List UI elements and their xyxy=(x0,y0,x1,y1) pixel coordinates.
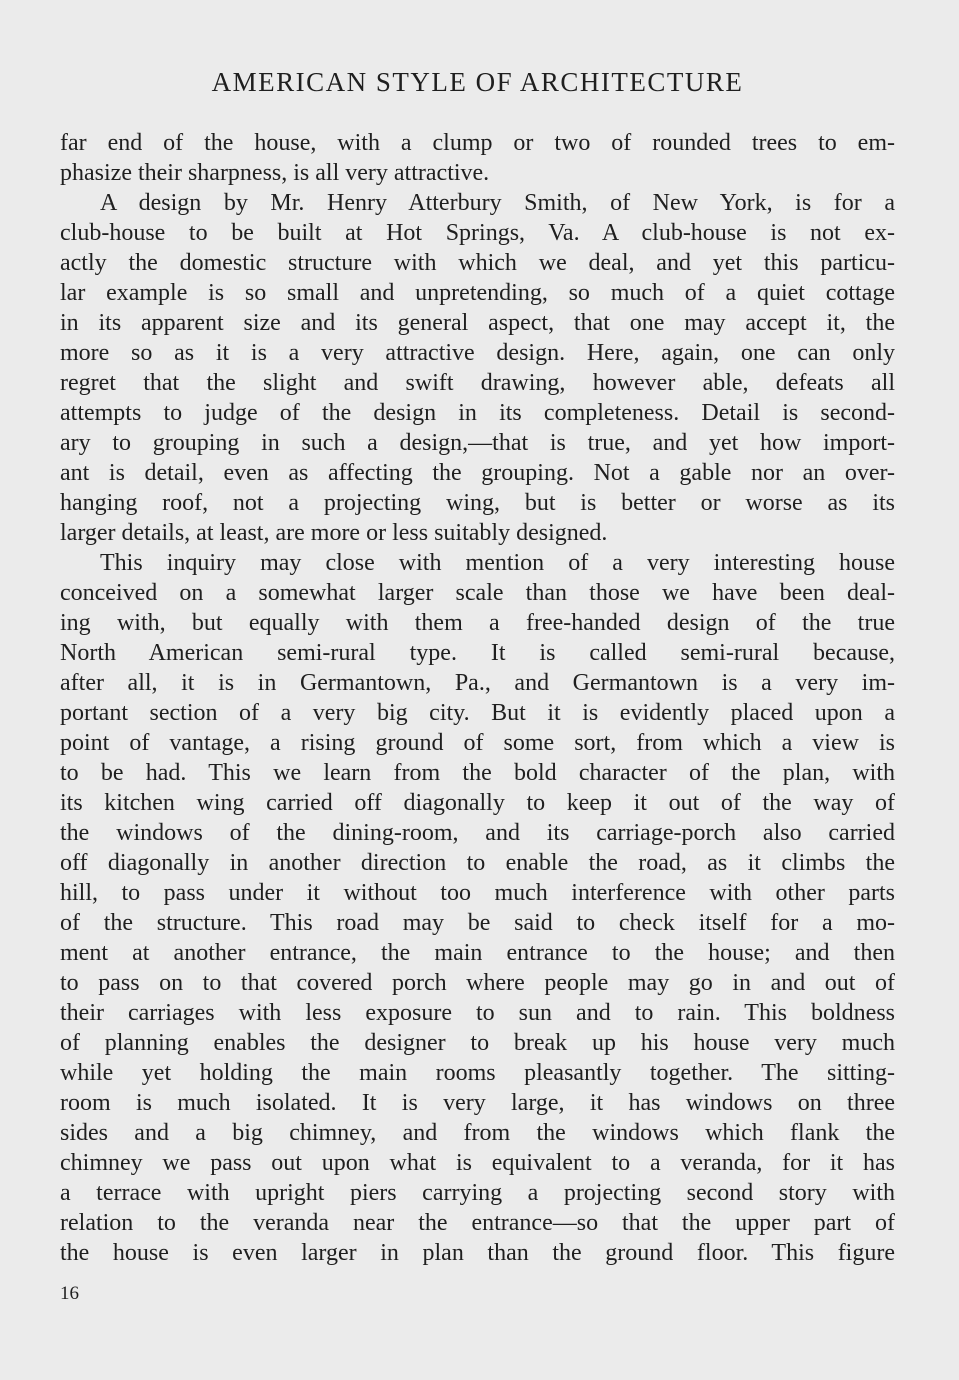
text-line: regret that the slight and swift drawing, however able, defeats all xyxy=(60,370,895,396)
running-head: AMERICAN STYLE OF ARCHITECTURE xyxy=(211,67,744,97)
text-line: after all, it is in Germantown, Pa., and Germantown is a very im- xyxy=(60,670,895,696)
text-line: hanging roof, not a projecting wing, but is better or worse as its xyxy=(60,490,895,516)
text-line: relation to the veranda near the entrance—so that the upper part of xyxy=(60,1210,895,1236)
text-line: to be had. This we learn from the bold character of the plan, with xyxy=(60,760,895,786)
text-line: conceived on a somewhat larger scale than those we have been deal- xyxy=(60,580,895,606)
text-line: their carriages with less exposure to sun and to rain. This boldness xyxy=(60,1000,895,1026)
text-line: phasize their sharpness, is all very attractive. xyxy=(60,160,490,186)
text-line: to pass on to that covered porch where people may go in and out of xyxy=(60,970,895,996)
body-text xyxy=(60,128,895,1268)
text-line: This inquiry may close with mention of a very interesting house xyxy=(100,550,895,576)
text-line: room is much isolated. It is very large, it has windows on three xyxy=(60,1090,895,1116)
text-line: of the structure. This road may be said to check itself for a mo- xyxy=(60,910,895,936)
text-line: A design by Mr. Henry Atterbury Smith, of New York, is for a xyxy=(100,190,895,216)
text-line: point of vantage, a rising ground of some sort, from which a view is xyxy=(60,730,895,756)
text-line: ant is detail, even as affecting the grouping. Not a gable nor an over- xyxy=(60,460,895,486)
text-line: chimney we pass out upon what is equivalent to a veranda, for it has xyxy=(60,1150,895,1176)
text-line: ing with, but equally with them a free-handed design of the true xyxy=(60,610,895,636)
text-line: a terrace with upright piers carrying a projecting second story with xyxy=(60,1180,895,1206)
text-line: hill, to pass under it without too much interference with other parts xyxy=(60,880,895,906)
text-line: off diagonally in another direction to enable the road, as it climbs the xyxy=(60,850,895,876)
text-line: attempts to judge of the design in its completeness. Detail is second- xyxy=(60,400,895,426)
text-line: its kitchen wing carried off diagonally to keep it out of the way of xyxy=(60,790,895,816)
page-number: 16 xyxy=(60,1283,79,1304)
text-line: portant section of a very big city. But it is evidently placed upon a xyxy=(60,700,895,726)
text-line: ary to grouping in such a design,—that is true, and yet how import- xyxy=(60,430,895,456)
text-line: larger details, at least, are more or less suitably designed. xyxy=(60,520,608,546)
text-line: lar example is so small and unpretending, so much of a quiet cottage xyxy=(60,280,895,306)
text-line: the house is even larger in plan than the ground floor. This figure xyxy=(60,1240,895,1266)
text-line: ment at another entrance, the main entrance to the house; and then xyxy=(60,940,895,966)
text-line: in its apparent size and its general aspect, that one may accept it, the xyxy=(60,310,895,336)
text-line: far end of the house, with a clump or two of rounded trees to em- xyxy=(60,130,895,156)
text-line: more so as it is a very attractive design. Here, again, one can only xyxy=(60,340,895,366)
text-line: club-house to be built at Hot Springs, Va. A club-house is not ex- xyxy=(60,220,895,246)
text-line: North American semi-rural type. It is called semi-rural because, xyxy=(60,640,895,666)
text-line: the windows of the dining-room, and its carriage-porch also carried xyxy=(60,820,895,846)
text-line: of planning enables the designer to break up his house very much xyxy=(60,1030,895,1056)
text-line: while yet holding the main rooms pleasantly together. The sitting- xyxy=(60,1060,895,1086)
text-line: sides and a big chimney, and from the windows which flank the xyxy=(60,1120,895,1146)
text-line: actly the domestic structure with which we deal, and yet this particu- xyxy=(60,250,895,276)
